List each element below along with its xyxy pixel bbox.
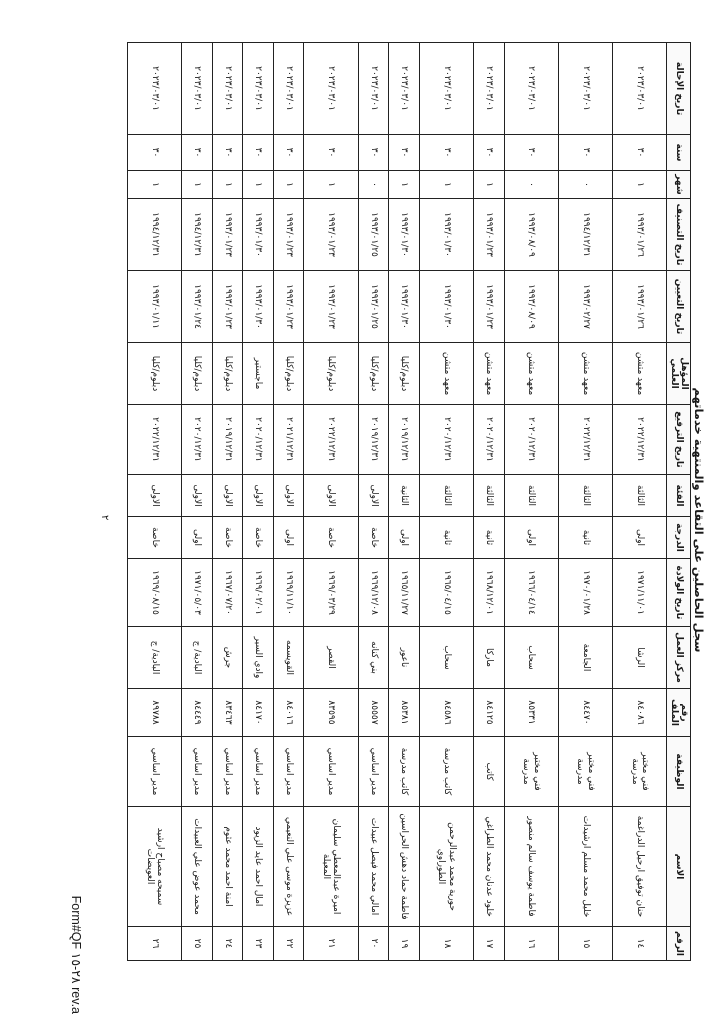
cell-job: مدير اساسي	[243, 737, 274, 807]
cell-appoint: ١٩٩٣/٠١/٢٣	[304, 271, 358, 343]
table-body	[128, 43, 667, 961]
cell-retire: ٢٠٢٣/٠٣/٠١	[558, 43, 612, 135]
table-row	[613, 43, 667, 961]
cell-birth: ١٩٦٩/١٢/٠٨	[358, 559, 389, 627]
cell-year: ٣٠	[358, 135, 389, 171]
cell-job: كاتب مدرسة	[389, 737, 420, 807]
cell-job: فني مختبر مدرسة	[504, 737, 558, 807]
cell-degree: ثانية	[419, 517, 473, 559]
cell-no: ١٦	[504, 927, 558, 961]
cell-name: حنان توفيق ارحيل الدراغمة	[613, 807, 667, 927]
retirees-table	[127, 42, 691, 961]
cell-no: ١٤	[613, 927, 667, 961]
cell-month: ١	[304, 171, 358, 199]
cell-no: ٢٢	[273, 927, 304, 961]
cell-retire: ٢٠٢٣/٠٣/٠١	[504, 43, 558, 135]
cell-promo: ٢٠٢١/١٢/٣١	[273, 405, 304, 475]
cell-retire: ٢٠٢٣/٠٣/٠١	[182, 43, 213, 135]
cell-job: مدير اساسي	[358, 737, 389, 807]
cell-no: ١٥	[558, 927, 612, 961]
cell-promo: ٢٠٢٢/١٢/٣١	[558, 405, 612, 475]
cell-center: القويسمه	[273, 627, 304, 689]
cell-category: الثالثة	[558, 475, 612, 517]
cell-birth: ١٩٧٠/٠١/٢٨	[558, 559, 612, 627]
cell-qual: معهد متشن	[558, 343, 612, 405]
cell-month: ١	[273, 171, 304, 199]
table-row	[419, 43, 473, 961]
cell-classif: ١٩٩٤/١٢/٣١	[558, 199, 612, 271]
cell-name: خليل محمد مسلم ارشيدات	[558, 807, 612, 927]
cell-appoint: ١٩٩٣/٠١/١١	[128, 271, 182, 343]
cell-center: البادية/ ج	[182, 627, 213, 689]
cell-name: فاطمة حماد دهش الحراسين	[389, 807, 420, 927]
cell-category: الاولى	[182, 475, 213, 517]
cell-job: فني مختبر مدرسة	[558, 737, 612, 807]
cell-category: الاولى	[128, 475, 182, 517]
cell-center: الجامعة	[558, 627, 612, 689]
col-header: تاريخ التصنيف	[667, 199, 691, 271]
cell-name: سميحه مصباح ارشيد العويضات	[128, 807, 182, 927]
page-number: ٢	[99, 515, 110, 521]
table-row	[304, 43, 358, 961]
col-header: تاريخ الترفيع	[667, 405, 691, 475]
cell-year: ٣٠	[474, 135, 505, 171]
table-row	[128, 43, 182, 961]
cell-promo: ٢٠٢٢/١٢/٣١	[128, 405, 182, 475]
cell-qual: معهد متشن	[419, 343, 473, 405]
cell-retire: ٢٠٢٣/٠٣/٠١	[273, 43, 304, 135]
cell-degree: اولى	[504, 517, 558, 559]
cell-degree: خاصة	[243, 517, 274, 559]
cell-file: ٨٥٣٨١	[389, 689, 420, 737]
cell-promo: ٢٠٢٠/١٢/٣١	[504, 405, 558, 475]
cell-month: ١	[474, 171, 505, 199]
cell-classif: ١٩٩٣/٠١/٣٠	[243, 199, 274, 271]
col-header: الدرجة	[667, 517, 691, 559]
cell-no: ١٨	[419, 927, 473, 961]
cell-birth: ١٩٧١/٠٥/٠٣	[182, 559, 213, 627]
cell-classif: ١٩٩٤/١٢/٣١	[128, 199, 182, 271]
cell-name: فاطمة يوسف سالم منصور	[504, 807, 558, 927]
cell-file: ٨٣٥٩٥	[304, 689, 358, 737]
cell-qual: معهد متشن	[504, 343, 558, 405]
cell-file: ٨٤٠١٦	[273, 689, 304, 737]
cell-file: ٨٤٠٨٦	[613, 689, 667, 737]
cell-promo: ٢٠٢٢/١٢/٣١	[304, 405, 358, 475]
table-row	[212, 43, 243, 961]
cell-center: الرشا	[613, 627, 667, 689]
cell-retire: ٢٠٢٣/٠٣/٠١	[419, 43, 473, 135]
cell-name: عزيزة موسى علي النعيمي	[273, 807, 304, 927]
table-row	[558, 43, 612, 961]
cell-file: ٨٥٣٣١	[504, 689, 558, 737]
cell-promo: ٢٠٢٠/١٢/٣١	[182, 405, 213, 475]
col-header: تاريخ الإحالة	[667, 43, 691, 135]
cell-qual: دبلوم/كليا	[182, 343, 213, 405]
cell-no: ١٧	[474, 927, 505, 961]
cell-retire: ٢٠٢٣/٠٣/٠١	[304, 43, 358, 135]
cell-no: ٢٣	[243, 927, 274, 961]
cell-center: البادية/ ج	[128, 627, 182, 689]
table-row	[182, 43, 213, 961]
cell-promo: ٢٠٢٠/١٢/٣١	[474, 405, 505, 475]
cell-center: وادي السير	[243, 627, 274, 689]
cell-retire: ٢٠٢٣/٠٣/٠١	[243, 43, 274, 135]
cell-center: ماركا	[474, 627, 505, 689]
cell-appoint: ١٩٩٣/٠١/٢٤	[182, 271, 213, 343]
cell-name: امالي محمد فيصل عبيدات	[358, 807, 389, 927]
table-row	[358, 43, 389, 961]
cell-name: امنة احمد محمد عثوم	[212, 807, 243, 927]
cell-year: ٣٠	[304, 135, 358, 171]
table-header-row	[667, 43, 691, 961]
cell-birth: ١٩٦٩/١١/١٠	[273, 559, 304, 627]
cell-file: ٨٤٥٨٦	[419, 689, 473, 737]
cell-classif: ١٩٩٣/٠٨/٠٩	[504, 199, 558, 271]
cell-no: ٢٤	[212, 927, 243, 961]
cell-degree: خاصة	[212, 517, 243, 559]
cell-degree: اولى	[389, 517, 420, 559]
col-header: المؤهل العلمي	[667, 343, 691, 405]
cell-job: مدير اساسي	[128, 737, 182, 807]
cell-file: ٨٩٧٨٨	[128, 689, 182, 737]
cell-retire: ٢٠٢٣/٠٣/٠١	[212, 43, 243, 135]
col-header: رقم الملف	[667, 689, 691, 737]
cell-name: اميرة عبدالمعطي سليمان المعيلة	[304, 807, 358, 927]
cell-degree: اولى	[273, 517, 304, 559]
cell-qual: دبلوم/كليا	[358, 343, 389, 405]
cell-degree: اولى	[613, 517, 667, 559]
col-header: الاسم	[667, 807, 691, 927]
cell-degree: خاصة	[128, 517, 182, 559]
cell-classif: ١٩٩٣/٠١/٢٣	[304, 199, 358, 271]
cell-job: مدير اساسي	[273, 737, 304, 807]
col-header: الفئة	[667, 475, 691, 517]
cell-category: الاولى	[243, 475, 274, 517]
cell-retire: ٢٠٢٣/٠٣/٠١	[613, 43, 667, 135]
table-row	[243, 43, 274, 961]
cell-file: ٨٤٤٤٩	[182, 689, 213, 737]
cell-promo: ٢٠١٩/١٢/٣١	[358, 405, 389, 475]
cell-job: مدير اساسي	[182, 737, 213, 807]
cell-year: ٣٠	[389, 135, 420, 171]
cell-category: الاولى	[273, 475, 304, 517]
cell-file: ٨٤١٧٠	[243, 689, 274, 737]
col-header: شهر	[667, 171, 691, 199]
cell-classif: ١٩٩٣/٠١/٢٣	[474, 199, 505, 271]
table-row	[504, 43, 558, 961]
cell-qual: ماجستير	[243, 343, 274, 405]
cell-year: ٣٠	[419, 135, 473, 171]
cell-job: كاتب	[474, 737, 505, 807]
cell-center: ناعور	[389, 627, 420, 689]
cell-birth: ١٩٦٥/١١/٢٧	[389, 559, 420, 627]
cell-year: ٣٠	[182, 135, 213, 171]
table-row	[273, 43, 304, 961]
cell-birth: ١٩٦٩/٠٣/٢٩	[304, 559, 358, 627]
cell-name: حورية محمد عبدالرحمن الطوراوي	[419, 807, 473, 927]
cell-appoint: ١٩٩٣/٠١/٢٣	[212, 271, 243, 343]
cell-category: الثانية	[389, 475, 420, 517]
cell-qual: دبلوم/كليا	[304, 343, 358, 405]
table-row	[389, 43, 420, 961]
col-header: سنة	[667, 135, 691, 171]
cell-month: ٠	[358, 171, 389, 199]
cell-appoint: ١٩٩٣/٠١/٣٠	[243, 271, 274, 343]
cell-classif: ١٩٩٣/٠١/٣٠	[419, 199, 473, 271]
cell-appoint: ١٩٩٣/٠١/٢٥	[358, 271, 389, 343]
cell-name: خلود عدنان محمد الطراغي	[474, 807, 505, 927]
cell-no: ٢٦	[128, 927, 182, 961]
cell-center: سحاب	[504, 627, 558, 689]
cell-classif: ١٩٩٣/٠١/٢٦	[613, 199, 667, 271]
cell-category: الثالثة	[504, 475, 558, 517]
cell-classif: ١٩٩٣/٠١/٢٣	[212, 199, 243, 271]
page-title: سجل الحاصلين على التقاعد والمنتهية خدماتهم	[692, 387, 706, 653]
cell-year: ٣٠	[212, 135, 243, 171]
cell-birth: ١٩٦٦/٠٤/١٤	[504, 559, 558, 627]
cell-promo: ٢٠٢٢/١٢/٣١	[613, 405, 667, 475]
cell-category: الثالثة	[474, 475, 505, 517]
cell-month: ١	[212, 171, 243, 199]
cell-appoint: ١٩٩٣/٠٢/٢٧	[558, 271, 612, 343]
cell-center: القصر	[304, 627, 358, 689]
cell-month: ٠	[558, 171, 612, 199]
cell-qual: معهد متشن	[474, 343, 505, 405]
col-header: الوظيفة	[667, 737, 691, 807]
cell-retire: ٢٠٢٣/٠٣/٠١	[128, 43, 182, 135]
cell-birth: ١٩٦٩/٠٨/١٥	[128, 559, 182, 627]
cell-name: محمد عوض علي العبيدات	[182, 807, 213, 927]
cell-degree: خاصة	[304, 517, 358, 559]
cell-birth: ١٩٦٩/٠٢/٠١	[243, 559, 274, 627]
cell-birth: ١٩٦٧/٠٧/٢٠	[212, 559, 243, 627]
cell-month: ١	[419, 171, 473, 199]
cell-retire: ٢٠٢٣/٠٣/٠١	[474, 43, 505, 135]
cell-appoint: ١٩٩٣/٠١/٣٠	[419, 271, 473, 343]
cell-degree: ثانية	[558, 517, 612, 559]
cell-promo: ٢٠١٩/١٢/٣١	[212, 405, 243, 475]
cell-center: جرش	[212, 627, 243, 689]
cell-appoint: ١٩٩٣/٠١/٢٦	[613, 271, 667, 343]
cell-birth: ١٩٦٨/١٢/٠١	[474, 559, 505, 627]
cell-no: ١٩	[389, 927, 420, 961]
cell-classif: ١٩٩٣/٠١/٣٠	[389, 199, 420, 271]
cell-month: ١	[182, 171, 213, 199]
cell-birth: ١٩٧١/١١/٠١	[613, 559, 667, 627]
cell-year: ٣٠	[504, 135, 558, 171]
cell-year: ٣٠	[128, 135, 182, 171]
table-row	[474, 43, 505, 961]
cell-promo: ٢٠٢٠/١٢/٣١	[419, 405, 473, 475]
cell-month: ١	[243, 171, 274, 199]
cell-degree: ثانية	[474, 517, 505, 559]
cell-no: ٢٠	[358, 927, 389, 961]
col-header: تاريخ التعيين	[667, 271, 691, 343]
cell-job: مدير اساسي	[304, 737, 358, 807]
cell-degree: اولى	[182, 517, 213, 559]
cell-appoint: ١٩٩٣/٠١/٢٣	[474, 271, 505, 343]
cell-file: ٨٣٤٦٣	[212, 689, 243, 737]
col-header: مركز العمل	[667, 627, 691, 689]
cell-file: ٨٤٤٧٠	[558, 689, 612, 737]
cell-category: الثالثة	[419, 475, 473, 517]
col-header: الرقم	[667, 927, 691, 961]
cell-month: ٠	[504, 171, 558, 199]
cell-birth: ١٩٦٥/٠٤/١٥	[419, 559, 473, 627]
cell-degree: خاصة	[358, 517, 389, 559]
cell-no: ٢٥	[182, 927, 213, 961]
cell-retire: ٢٠٢٣/٠٣/٠١	[358, 43, 389, 135]
cell-qual: معهد متشن	[613, 343, 667, 405]
cell-year: ٣٠	[613, 135, 667, 171]
cell-month: ١	[128, 171, 182, 199]
form-reference: Form#QF ٢٨-١٥ rev.a	[69, 895, 83, 1014]
col-header: تاريخ الولادة	[667, 559, 691, 627]
cell-classif: ١٩٩٤/١٢/٣١	[182, 199, 213, 271]
cell-qual: دبلوم/كليا	[212, 343, 243, 405]
cell-appoint: ١٩٩٣/٠١/٣٠	[389, 271, 420, 343]
cell-qual: دبلوم/كليا	[389, 343, 420, 405]
cell-classif: ١٩٩٣/٠١/٢٣	[273, 199, 304, 271]
cell-job: مدير اساسي	[212, 737, 243, 807]
cell-month: ١	[613, 171, 667, 199]
cell-category: الاولى	[358, 475, 389, 517]
cell-job: فني مختبر مدرسة	[613, 737, 667, 807]
cell-promo: ٢٠١٩/١٢/٣١	[389, 405, 420, 475]
cell-category: الثالثة	[613, 475, 667, 517]
cell-appoint: ١٩٩٣/٠١/٢٣	[273, 271, 304, 343]
cell-year: ٣٠	[273, 135, 304, 171]
cell-center: سحاب	[419, 627, 473, 689]
cell-name: امال احمد عايد الزيود	[243, 807, 274, 927]
cell-job: كاتب مدرسة	[419, 737, 473, 807]
cell-classif: ١٩٩٣/٠١/٢٥	[358, 199, 389, 271]
cell-year: ٣٠	[243, 135, 274, 171]
cell-file: ٨٤١٢٥	[474, 689, 505, 737]
cell-center: بني كنانه	[358, 627, 389, 689]
cell-appoint: ١٩٩٣/٠٨/٠٩	[504, 271, 558, 343]
cell-month: ١	[389, 171, 420, 199]
cell-category: الاولى	[304, 475, 358, 517]
cell-no: ٢١	[304, 927, 358, 961]
cell-promo: ٢٠٢٠/١٢/٣١	[243, 405, 274, 475]
cell-category: الاولى	[212, 475, 243, 517]
cell-file: ٨٥٥٥٧	[358, 689, 389, 737]
cell-qual: دبلوم/كليا	[128, 343, 182, 405]
cell-retire: ٢٠٢٣/٠٣/٠١	[389, 43, 420, 135]
cell-year: ٣٠	[558, 135, 612, 171]
cell-qual: دبلوم/كليا	[273, 343, 304, 405]
